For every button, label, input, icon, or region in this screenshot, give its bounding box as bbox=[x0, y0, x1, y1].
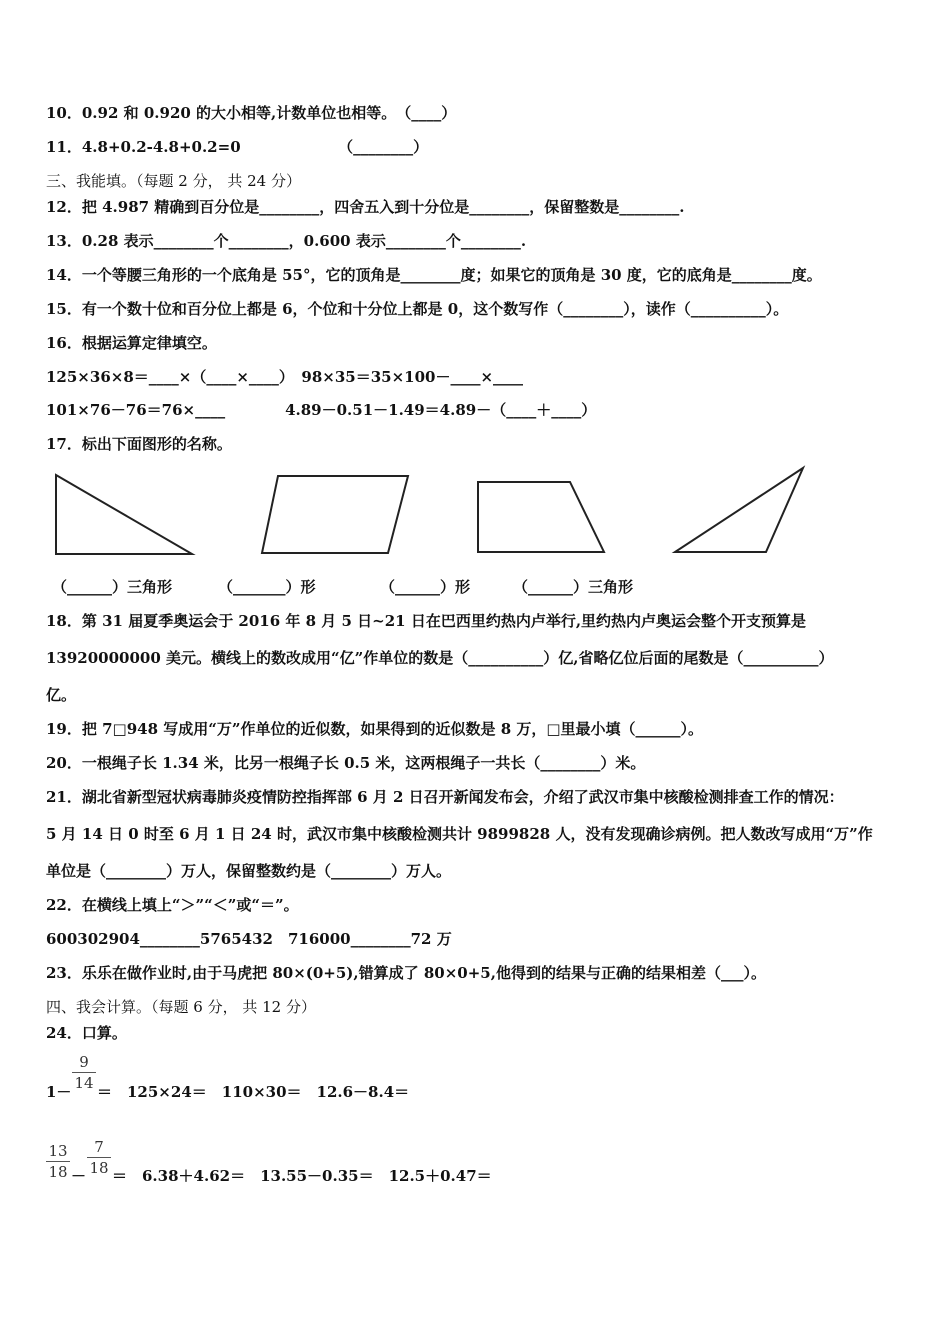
question-16: 16．根据运算定律填空。 bbox=[46, 334, 217, 352]
question-18-line-2: 13920000000 美元。横线上的数改成用“亿”作单位的数是（__________）亿,省略亿位后面的尾数是（__________） bbox=[46, 649, 834, 667]
calc-row1-expressions: ＝ 125×24＝ 110×30＝ 12.6－8.4＝ bbox=[97, 1083, 410, 1101]
question-21-line-1: 21．湖北省新型冠状病毒肺炎疫情防控指挥部 6 月 2 日召开新闻发布会，介绍了武汉市集中核酸检测排查工作的情况： bbox=[46, 788, 844, 806]
question-18-line-3: 亿。 bbox=[46, 686, 77, 704]
question-16-row-a: 125×36×8＝____×（____×____） 98×35＝35×100－____×____ bbox=[46, 368, 524, 386]
shape-caption-4: （______）三角形 bbox=[513, 578, 634, 596]
question-17: 17．标出下面图形的名称。 bbox=[46, 435, 232, 453]
parallelogram-shape bbox=[262, 476, 408, 553]
fraction-7-18 bbox=[87, 1138, 111, 1177]
question-23: 23．乐乐在做作业时,由于马虎把 80×(0+5),错算成了 80×0+5,他得到的结果与正确的结果相差（___）。 bbox=[46, 964, 766, 982]
question-16-row-b: 101×76－76＝76×____ 4.89－0.51－1.49＝4.89－（____＋____） bbox=[46, 401, 597, 419]
question-12: 12．把 4.987 精确到百分位是________，四舍五入到十分位是________，保留整数是________. bbox=[46, 198, 685, 216]
fraction-numerator: 9 bbox=[79, 1053, 89, 1071]
question-19: 19．把 7□948 写成用“万”作单位的近似数，如果得到的近似数是 8 万，□里最小填（______）。 bbox=[46, 720, 704, 738]
shapes-figure bbox=[0, 455, 950, 565]
question-15: 15．有一个数十位和百分位上都是 6，个位和十分位上都是 0，这个数写作（________），读作（__________）。 bbox=[46, 300, 789, 318]
question-14: 14．一个等腰三角形的一个底角是 55°，它的顶角是________度；如果它的顶角是 30 度，它的底角是________度。 bbox=[46, 266, 822, 284]
obtuse-triangle-shape bbox=[675, 468, 803, 552]
trapezoid-shape bbox=[478, 482, 604, 552]
fraction-13-18 bbox=[46, 1142, 70, 1181]
calc-row1-prefix: 1－ bbox=[46, 1083, 72, 1101]
shape-caption-3: （______）形 bbox=[380, 578, 471, 596]
question-10: 10．0.92 和 0.920 的大小相等,计数单位也相等。 （____） bbox=[46, 104, 457, 122]
question-21-line-2: 5 月 14 日 0 时至 6 月 1 日 24 时，武汉市集中核酸检测共计 9899828 人，没有发现确诊病例。把人数改写成用“万”作 bbox=[46, 825, 873, 843]
fraction-denominator: 18 bbox=[89, 1159, 109, 1177]
question-24: 24．口算。 bbox=[46, 1024, 127, 1042]
question-11: 11．4.8+0.2-4.8+0.2=0 （________） bbox=[46, 138, 429, 156]
section-4-heading: 四、我会计算。（每题 6 分， 共 12 分） bbox=[46, 998, 316, 1016]
question-20: 20．一根绳子长 1.34 米，比另一根绳子长 0.5 米，这两根绳子一共长（________）米。 bbox=[46, 754, 646, 772]
question-22: 22．在横线上填上“＞”“＜”或“＝”。 bbox=[46, 896, 299, 914]
right-triangle-shape bbox=[56, 475, 192, 554]
section-3-heading: 三、我能填。（每题 2 分， 共 24 分） bbox=[46, 172, 301, 190]
shape-caption-2: （_______）形 bbox=[218, 578, 316, 596]
fraction-denominator: 14 bbox=[74, 1074, 94, 1092]
shape-caption-1: （______）三角形 bbox=[52, 578, 173, 596]
fraction-bar bbox=[87, 1157, 111, 1158]
fraction-9-14 bbox=[72, 1053, 96, 1092]
question-21-line-3: 单位是（________）万人，保留整数约是（________）万人。 bbox=[46, 862, 452, 880]
fraction-bar bbox=[46, 1161, 70, 1162]
fraction-denominator: 18 bbox=[48, 1163, 68, 1181]
calc-row2-minus: － bbox=[71, 1167, 87, 1185]
fraction-numerator: 13 bbox=[48, 1142, 68, 1160]
question-13: 13．0.28 表示________个________，0.600 表示________个________. bbox=[46, 232, 527, 250]
fraction-bar bbox=[72, 1072, 96, 1073]
calc-row2-expressions: ＝ 6.38＋4.62＝ 13.55－0.35＝ 12.5＋0.47＝ bbox=[112, 1167, 492, 1185]
question-22-row: 600302904________5765432 716000________72 万 bbox=[46, 930, 452, 948]
fraction-numerator: 7 bbox=[94, 1138, 104, 1156]
question-18-line-1: 18．第 31 届夏季奥运会于 2016 年 8 月 5 日~21 日在巴西里约热内卢举行,里约热内卢奥运会整个开支预算是 bbox=[46, 612, 807, 630]
